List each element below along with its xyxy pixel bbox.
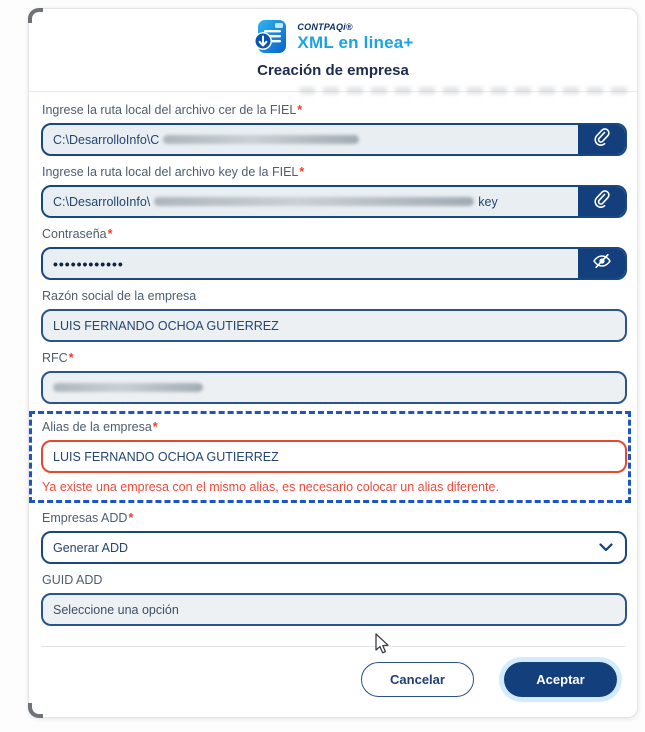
footer-divider (41, 646, 625, 647)
key-attach-button[interactable] (578, 187, 625, 216)
alias-error-message: Ya existe una empresa con el mismo alias, es necesario colocar un alias diferente. (42, 480, 499, 494)
field-guid-add (41, 573, 627, 626)
empresas-add-label: Empresas ADD* (42, 511, 134, 525)
guid-add-input[interactable]: Seleccione una opción (41, 593, 627, 626)
app-logo-icon (252, 19, 290, 55)
dialog-header (29, 9, 637, 92)
key-label: Ingrese la ruta local del archivo key de la FIEL* (42, 165, 305, 179)
required-mark: * (152, 420, 158, 434)
required-mark: * (128, 511, 134, 525)
field-empresas-add (41, 511, 627, 564)
password-label: Contraseña* (42, 227, 113, 241)
empresas-add-selected-option: Generar ADD (53, 540, 129, 555)
paperclip-icon (593, 128, 610, 151)
chevron-down-icon (599, 541, 613, 555)
field-cer (41, 103, 627, 156)
alias-label: Alias de la empresa* (42, 420, 158, 434)
required-mark: * (68, 351, 74, 365)
required-mark: * (297, 103, 303, 117)
window-corner-artifact-bottom (28, 703, 43, 718)
cer-path-input[interactable] (41, 123, 627, 156)
required-mark: * (107, 227, 113, 241)
redacted-value (154, 197, 474, 206)
guid-add-label: GUID ADD (42, 573, 103, 587)
field-password (41, 227, 627, 280)
brand-name: CONTPAQi® (297, 22, 353, 32)
redacted-value (163, 135, 359, 144)
cer-path-value: C:\DesarrolloInfo\C (43, 125, 578, 154)
window-corner-artifact-top (28, 8, 43, 23)
redacted-value (53, 383, 203, 392)
rfc-input[interactable] (41, 371, 627, 404)
field-alias (41, 418, 627, 498)
empresas-add-select[interactable] (41, 531, 627, 564)
eye-off-icon (592, 253, 612, 274)
alias-input[interactable]: LUIS FERNANDO OCHOA GUTIERREZ (41, 440, 627, 473)
header-divider (29, 91, 637, 92)
password-input[interactable] (41, 247, 627, 280)
action-buttons (29, 662, 617, 697)
creation-form (29, 92, 637, 626)
field-key (41, 165, 627, 218)
cer-label: Ingrese la ruta local del archivo cer de la FIEL* (42, 103, 303, 117)
product-name: XML en linea+ (297, 33, 414, 52)
required-mark: * (299, 165, 305, 179)
cancel-button[interactable]: Cancelar (361, 662, 474, 697)
paperclip-icon (593, 190, 610, 213)
rfc-label: RFC* (42, 351, 74, 365)
field-razon-social (41, 289, 627, 342)
password-value: •••••••••••• (53, 255, 124, 272)
razon-social-label: Razón social de la empresa (42, 289, 197, 303)
accept-button[interactable]: Aceptar (504, 662, 617, 697)
cer-attach-button[interactable] (578, 125, 625, 154)
page-title: Creación de empresa (257, 62, 409, 79)
key-path-value: C:\DesarrolloInfo\ key (53, 194, 498, 209)
razon-social-input[interactable]: LUIS FERNANDO OCHOA GUTIERREZ (41, 309, 627, 342)
key-path-input[interactable] (41, 185, 627, 218)
brand-logo (29, 19, 637, 55)
toggle-password-button[interactable] (578, 249, 625, 278)
field-rfc (41, 351, 627, 404)
dialog-card (28, 8, 638, 718)
